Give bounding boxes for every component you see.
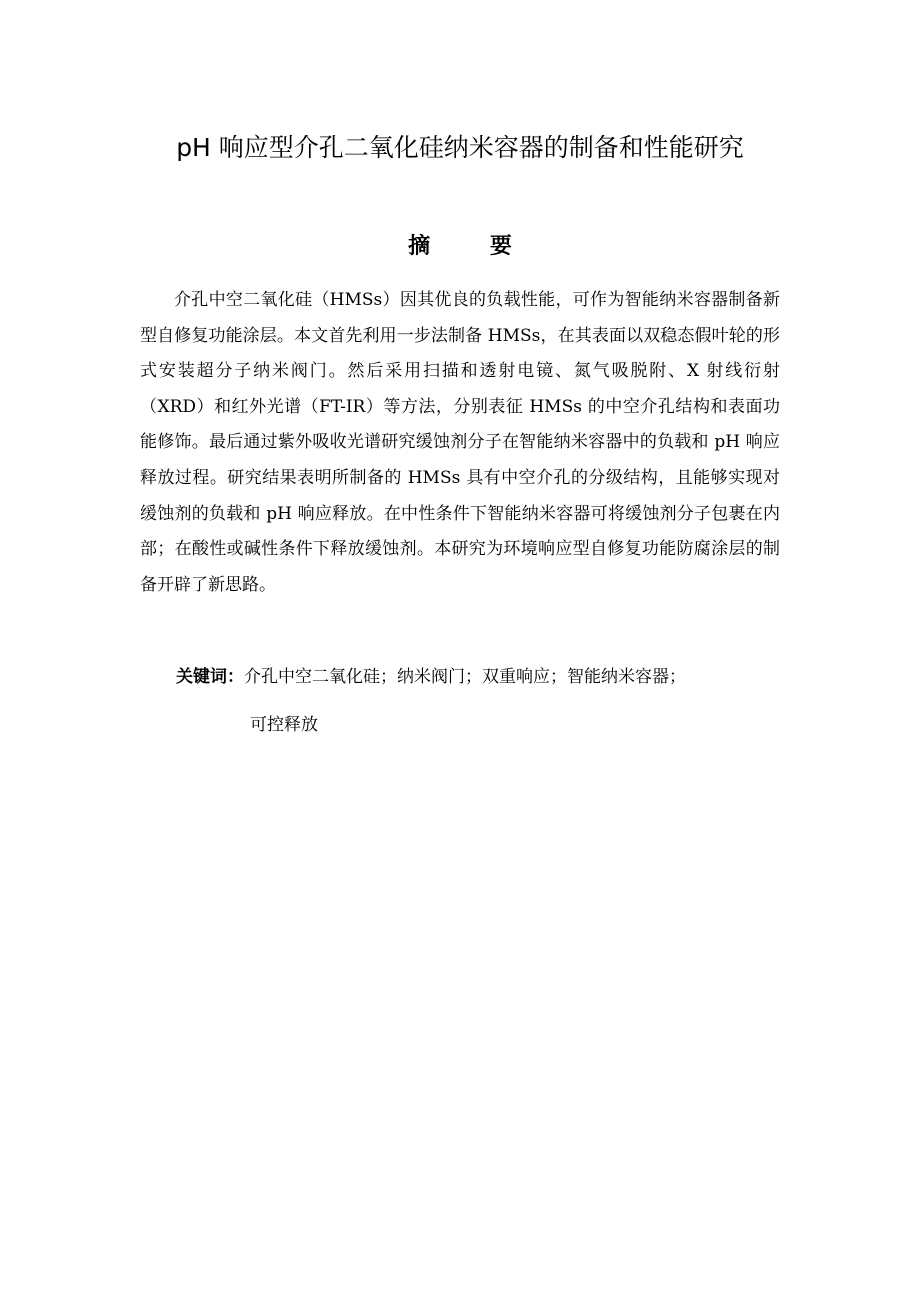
abstract-body: 介孔中空二氧化硅（HMSs）因其优良的负载性能，可作为智能纳米容器制备新型自修复功能涂层。本文首先利用一步法制备 HMSs，在其表面以双稳态假叶轮的形式安装超分子纳米阀门。然后采用扫描和透射电镜、氮气吸脱附、X 射线衍射（XRD）和红外光谱（FT-IR）等方法，分别表征 HMSs 的中空介孔结构和表面功能修饰。最后通过紫外吸收光谱研究缓蚀剂分子在智能纳米容器中的负载和 pH 响应释放过程。研究结果表明所制备的 HMSs 具有中空介孔的分级结构，且能够实现对缓蚀剂的负载和 pH 响应释放。在中性条件下智能纳米容器可将缓蚀剂分子包裹在内部；在酸性或碱性条件下释放缓蚀剂。本研究为环境响应型自修复功能防腐涂层的制备开辟了新思路。: [140, 290, 780, 595]
keywords-label: 关键词：: [176, 667, 244, 687]
keywords-list: 介孔中空二氧化硅；纳米阀门；双重响应；智能纳米容器；: [244, 667, 686, 687]
keywords-row: [176, 660, 796, 695]
page-title: pH 响应型介孔二氧化硅纳米容器的制备和性能研究: [176, 133, 744, 162]
abstract-heading: 摘 要: [408, 234, 538, 259]
keywords-continuation: 可控释放: [250, 715, 318, 735]
